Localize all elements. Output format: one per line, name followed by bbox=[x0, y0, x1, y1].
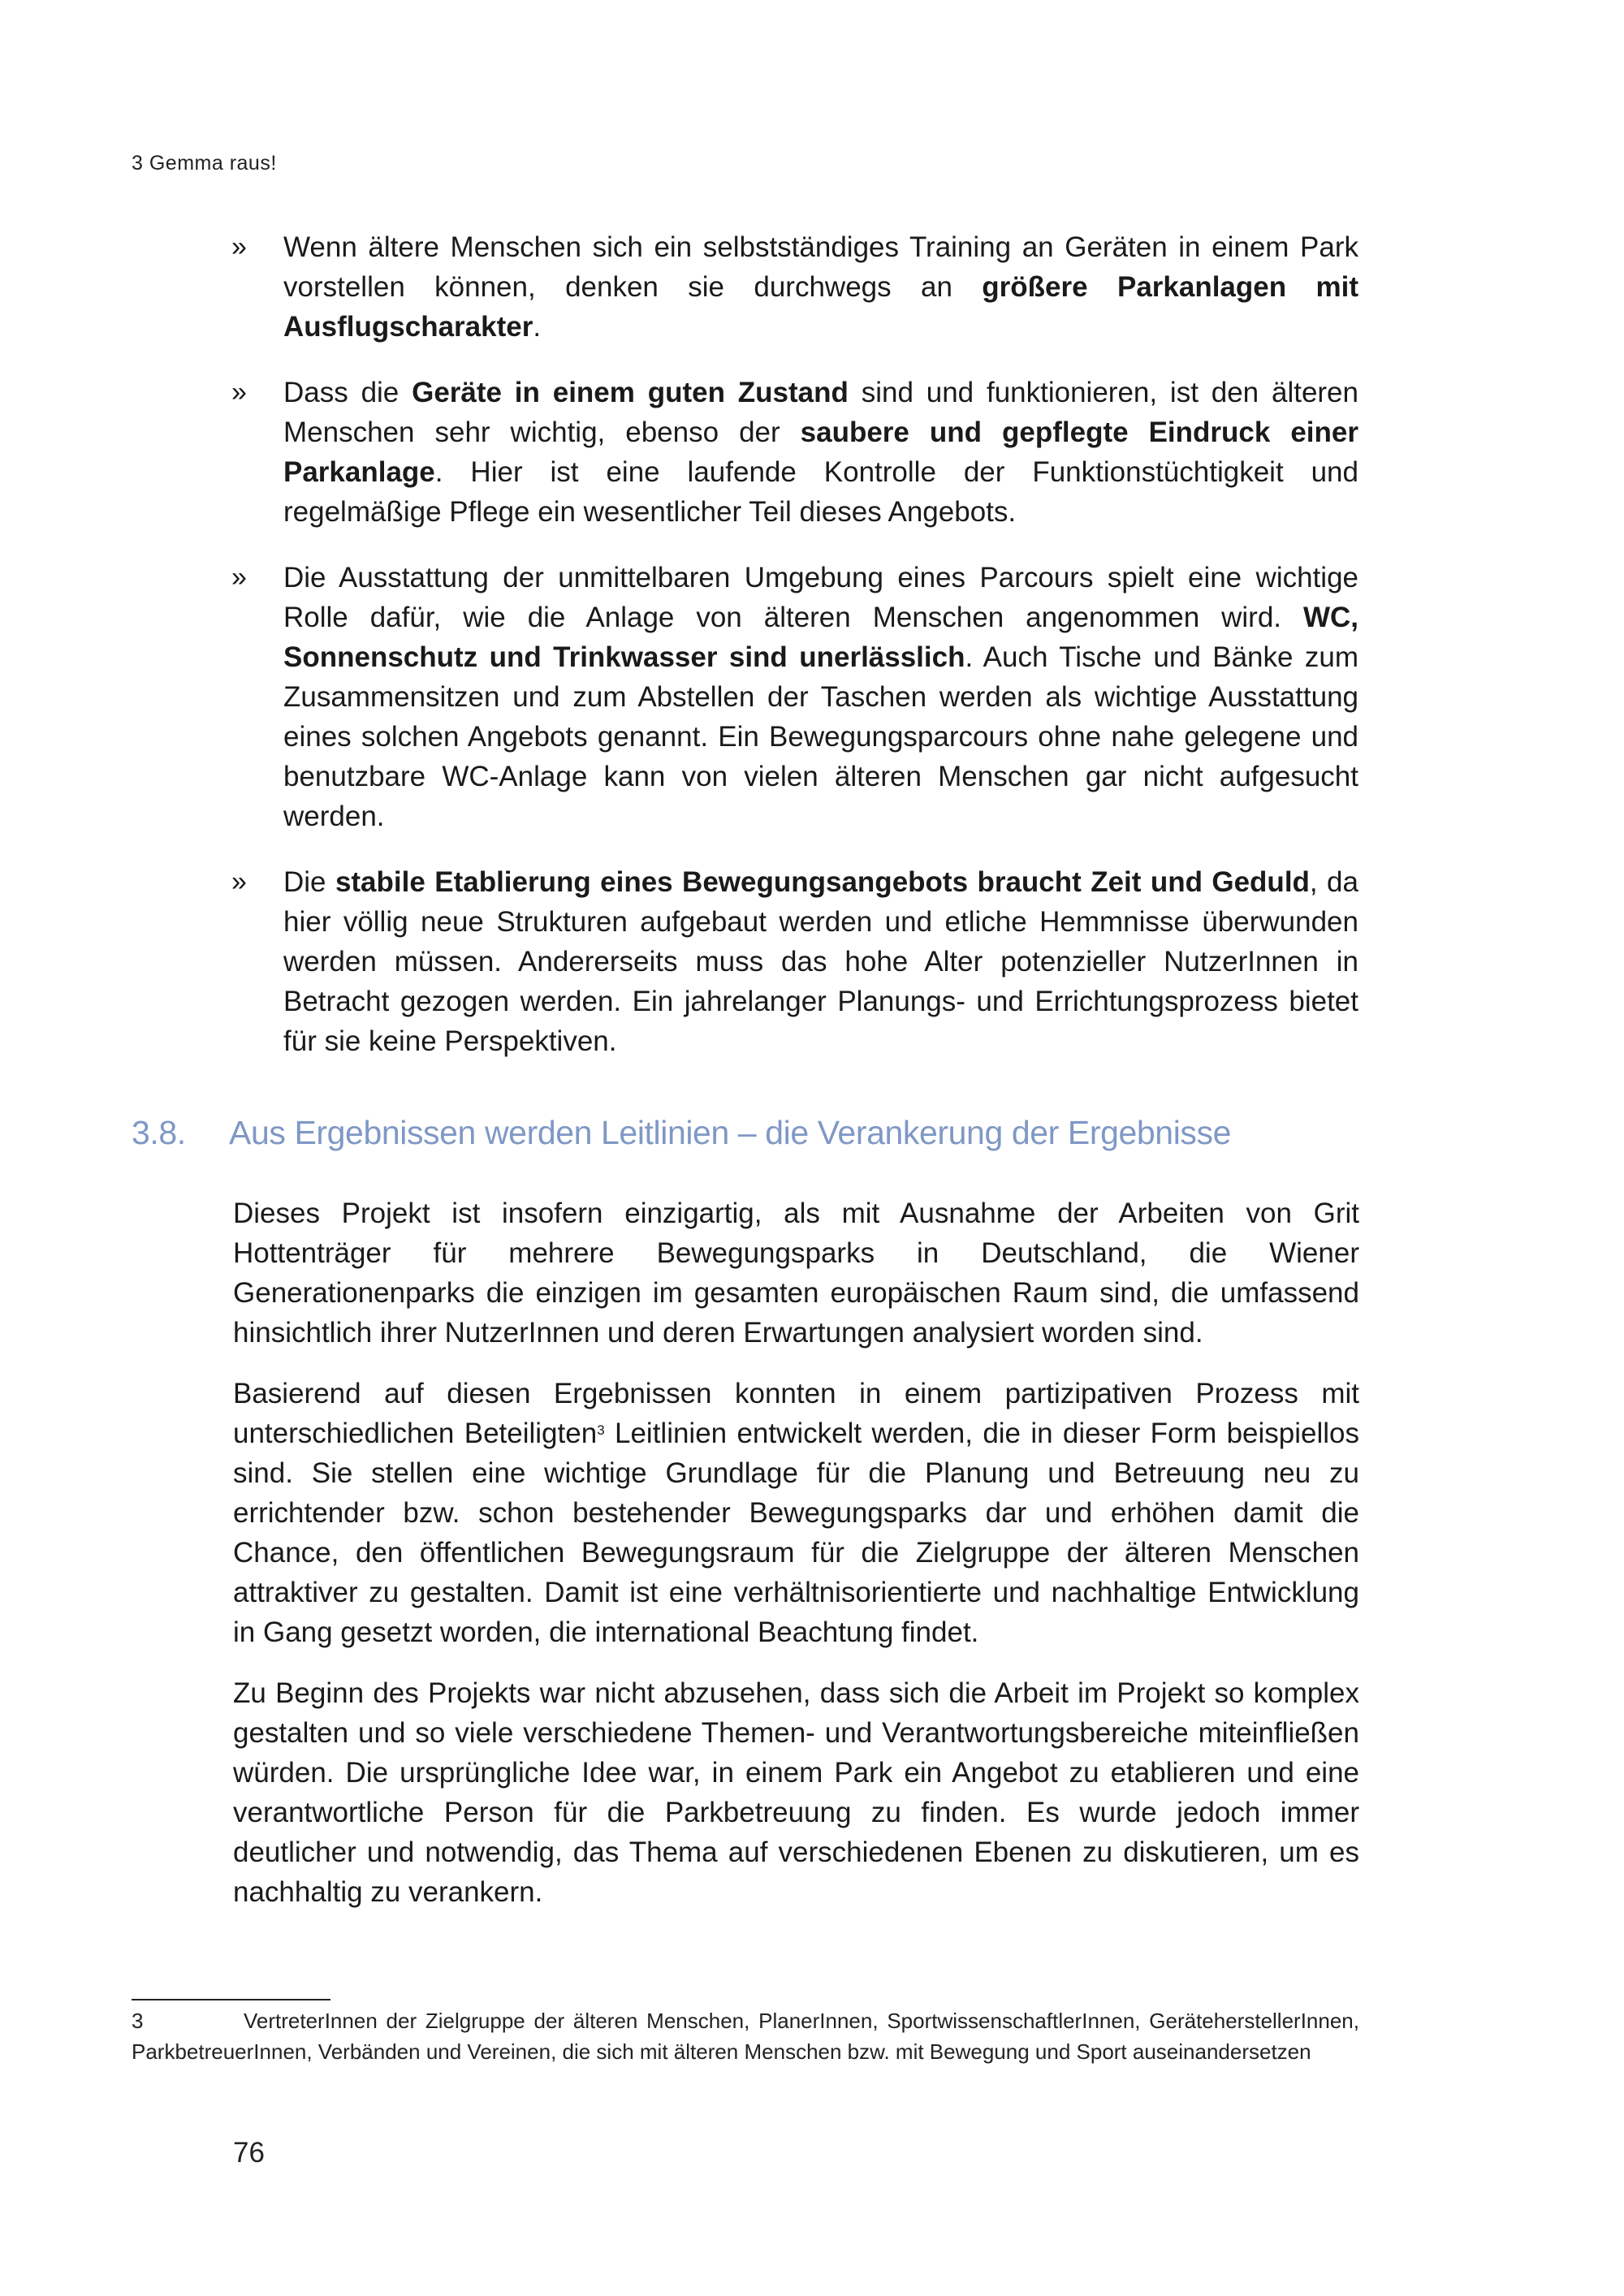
paragraph: Basierend auf diesen Ergebnissen konnten in einem partizipativen Prozess mit unterschiedlichen Beteiligten$^3$ Leitlinien entwickelt werden, die in dieser Form beispiellos sind. Sie stellen eine wichtige Grundlage für die Planung und Betreuung neu zu errichtender bzw. schon bestehender Bewegungsparks dar und erhöhen damit die Chance, den öffentlichen Bewegungsraum für die Zielgruppe der älteren Menschen attraktiver zu gestalten. Damit ist eine verhältnisorientierte und nachhaltige Entwicklung in Gang gesetzt worden, die international Beachtung findet. bbox=[233, 1378, 1359, 1648]
bullet-text: Dass die Geräte in einem guten Zustand sind und funktionieren, ist den älteren Menschen sehr wichtig, ebenso der saubere und gepflegte Eindruck einer Parkanlage. Hier ist eine laufende Kontrolle der Funktionstüchtigkeit und regelmäßige Pflege ein wesentlicher Teil dieses Angebots. bbox=[283, 377, 1358, 528]
bullet-text: Die stabile Etablierung eines Bewegungsangebots braucht Zeit und Geduld, da hier völlig neue Strukturen aufgebaut werden und etliche Hemmnisse überwunden werden müssen. Andererseits muss das hohe Alter potenzieller NutzerInnen in Betracht gezogen werden. Ein jahrelanger Planungs- und Errichtungsprozess bietet für sie keine Perspektiven. bbox=[283, 866, 1358, 1057]
paragraph: Zu Beginn des Projekts war nicht abzusehen, dass sich die Arbeit im Projekt so komplex gestalten und so viele verschiedene Themen- und Verantwortungsbereiche miteinfließen würden. Die ursprüngliche Idee war, in einem Park ein Angebot zu etablieren und eine verantwortliche Person für die Parkbetreuung zu finden. Es wurde jedoch immer deutlicher und notwendig, das Thema auf verschiedenen Ebenen zu diskutieren, um es nachhaltig zu verankern. bbox=[233, 1677, 1359, 1908]
footnote-number: 3 bbox=[132, 2009, 144, 2033]
footnote bbox=[132, 2005, 1359, 2067]
bullet-item bbox=[231, 227, 1358, 347]
body-text bbox=[233, 1193, 1359, 1933]
section-title: Aus Ergebnissen werden Leitlinien – die Verankerung der Ergebnisse bbox=[229, 1114, 1232, 1151]
footnote-reference: 3 bbox=[597, 1422, 605, 1438]
section-number: 3.8. bbox=[132, 1114, 186, 1151]
footnote-divider bbox=[132, 1999, 330, 2000]
paragraph: Dieses Projekt ist insofern einzigartig, als mit Ausnahme der Arbeiten von Grit Hottenträger für mehrere Bewegungsparks in Deutschland, die Wiener Generationenparks die einzigen im gesamten europäischen Raum sind, die umfassend hinsichtlich ihrer NutzerInnen und deren Erwartungen analysiert worden sind. bbox=[233, 1198, 1359, 1349]
bullet-text: Die Ausstattung der unmittelbaren Umgebung eines Parcours spielt eine wichtige Rolle dafür, wie die Anlage von älteren Menschen angenommen wird. WC, Sonnenschutz und Trinkwasser sind unerlässlich. Auch Tische und Bänke zum Zusammensitzen und zum Abstellen der Taschen werden als wichtige Ausstattung eines solchen Angebots genannt. Ein Bewegungsparcours ohne nahe gelegene und benutzbare WC-Anlage kann von vielen älteren Menschen gar nicht aufgesucht werden. bbox=[283, 562, 1358, 832]
section-heading bbox=[132, 1114, 1231, 1152]
bullet-item bbox=[231, 558, 1358, 836]
footnote-text: VertreterInnen der Zielgruppe der älteren Menschen, PlanerInnen, SportwissenschaftlerInnen, GeräteherstellerInnen, ParkbetreuerInnen, Verbänden und Vereinen, die sich mit älteren Menschen bzw. mit Bewegung und Sport auseinandersetzen bbox=[132, 2009, 1359, 2064]
bullet-marker: » bbox=[231, 231, 247, 262]
bullet-marker: » bbox=[231, 562, 247, 593]
bullet-item bbox=[231, 373, 1358, 532]
bullet-marker: » bbox=[231, 866, 247, 897]
bullet-text: Wenn ältere Menschen sich ein selbstständiges Training an Geräten in einem Park vorstellen können, denken sie durchwegs an größere Parkanlagen mit Ausflugscharakter. bbox=[283, 231, 1358, 343]
bullet-item bbox=[231, 862, 1358, 1061]
page-number: 76 bbox=[233, 2137, 265, 2169]
bullet-marker: » bbox=[231, 377, 247, 408]
running-header: 3 Gemma raus! bbox=[132, 152, 277, 175]
bullet-list bbox=[231, 227, 1358, 1087]
